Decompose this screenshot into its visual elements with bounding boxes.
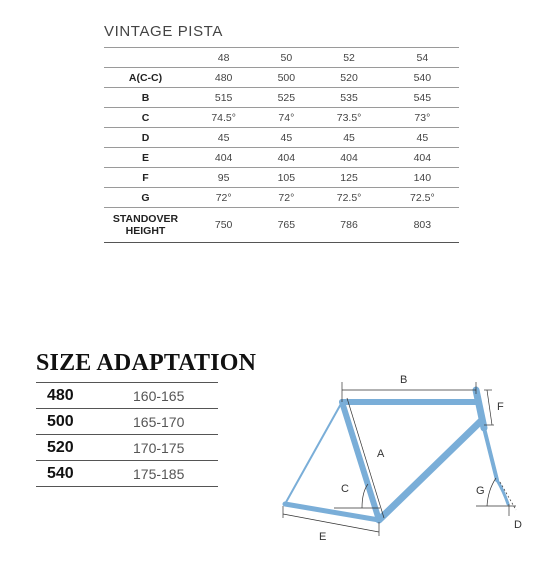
cell: 404 (340, 151, 358, 164)
cell: 404 (214, 151, 233, 164)
row-label: G (141, 191, 150, 204)
cell: 72° (278, 191, 295, 204)
size-adaptation-table (36, 382, 218, 487)
dimension-f (487, 390, 492, 425)
geometry-row (104, 68, 459, 88)
geometry-row (104, 108, 459, 128)
angle-g-arc (487, 478, 496, 506)
label-d: D (514, 519, 522, 531)
geometry-row (104, 148, 459, 168)
size-header: 52 (343, 51, 355, 64)
fork (484, 428, 497, 480)
geometry-title: VINTAGE PISTA (104, 23, 223, 40)
size-header: 50 (280, 51, 293, 64)
size-row (36, 461, 218, 487)
frame-tubes (285, 390, 508, 520)
row-label: C (141, 111, 150, 124)
cell: 95 (217, 171, 230, 184)
geometry-table (104, 47, 459, 243)
cell: 125 (340, 171, 358, 184)
cell: 45 (343, 131, 355, 144)
row-label-line: HEIGHT (125, 225, 166, 237)
cell: 105 (277, 171, 296, 184)
frame-size: 500 (47, 412, 74, 430)
size-row (36, 383, 218, 409)
size-header: 54 (416, 51, 429, 64)
label-g: G (476, 485, 485, 497)
cell: 520 (340, 71, 358, 84)
down-tube (379, 420, 482, 520)
row-label: A(C-C) (128, 71, 163, 84)
label-a: A (377, 448, 385, 460)
cell: 72° (215, 191, 232, 204)
label-e: E (319, 531, 327, 543)
rider-height-range: 165-170 (133, 413, 185, 430)
rider-height-range: 160-165 (133, 387, 185, 404)
cell: 404 (413, 151, 432, 164)
frame-size: 520 (47, 438, 74, 456)
cell: 45 (217, 131, 230, 144)
geometry-row (104, 168, 459, 188)
rider-height-range: 170-175 (133, 439, 185, 456)
frame-size: 480 (47, 386, 74, 404)
cell: 74.5° (211, 111, 236, 124)
row-label: B (141, 91, 150, 104)
label-f: F (497, 401, 504, 413)
geometry-header-row (104, 48, 459, 68)
cell: 786 (340, 219, 358, 231)
row-label: E (141, 151, 149, 164)
row-label (104, 208, 187, 243)
cell: 765 (277, 219, 296, 231)
frame-geometry-diagram (270, 368, 540, 548)
size-row (36, 435, 218, 461)
cell: 525 (277, 91, 296, 104)
cell: 535 (340, 91, 358, 104)
cell: 480 (214, 71, 233, 84)
fork-rake (497, 480, 508, 504)
cell: 73° (414, 111, 431, 124)
geometry-row (104, 128, 459, 148)
row-label: D (141, 131, 150, 144)
cell: 74° (278, 111, 295, 124)
geometry-row (104, 188, 459, 208)
geometry-corner-cell (104, 48, 187, 68)
geometry-row (104, 88, 459, 108)
seat-tube (342, 402, 379, 520)
cell: 803 (413, 219, 432, 231)
frame-size: 540 (47, 464, 74, 482)
cell: 72.5° (336, 191, 362, 204)
cell: 45 (416, 131, 429, 144)
geometry-row-standover (104, 208, 459, 243)
cell: 404 (277, 151, 296, 164)
size-header: 48 (217, 51, 230, 64)
seat-stay (285, 402, 342, 504)
cell: 750 (214, 219, 233, 231)
row-label: F (142, 171, 149, 184)
rider-height-range: 175-185 (133, 465, 185, 482)
cell: 515 (214, 91, 233, 104)
cell: 500 (277, 71, 296, 84)
row-label-line: STANDOVER (112, 213, 179, 225)
chain-stay (285, 504, 379, 520)
cell: 540 (413, 71, 432, 84)
cell: 140 (413, 171, 432, 184)
cell: 45 (280, 131, 293, 144)
size-row (36, 409, 218, 435)
label-c: C (341, 483, 349, 495)
cell: 72.5° (410, 191, 435, 204)
cell: 545 (413, 91, 432, 104)
size-adaptation-title: SIZE ADAPTATION (36, 350, 257, 376)
label-b: B (400, 374, 408, 386)
cell: 73.5° (336, 111, 362, 124)
